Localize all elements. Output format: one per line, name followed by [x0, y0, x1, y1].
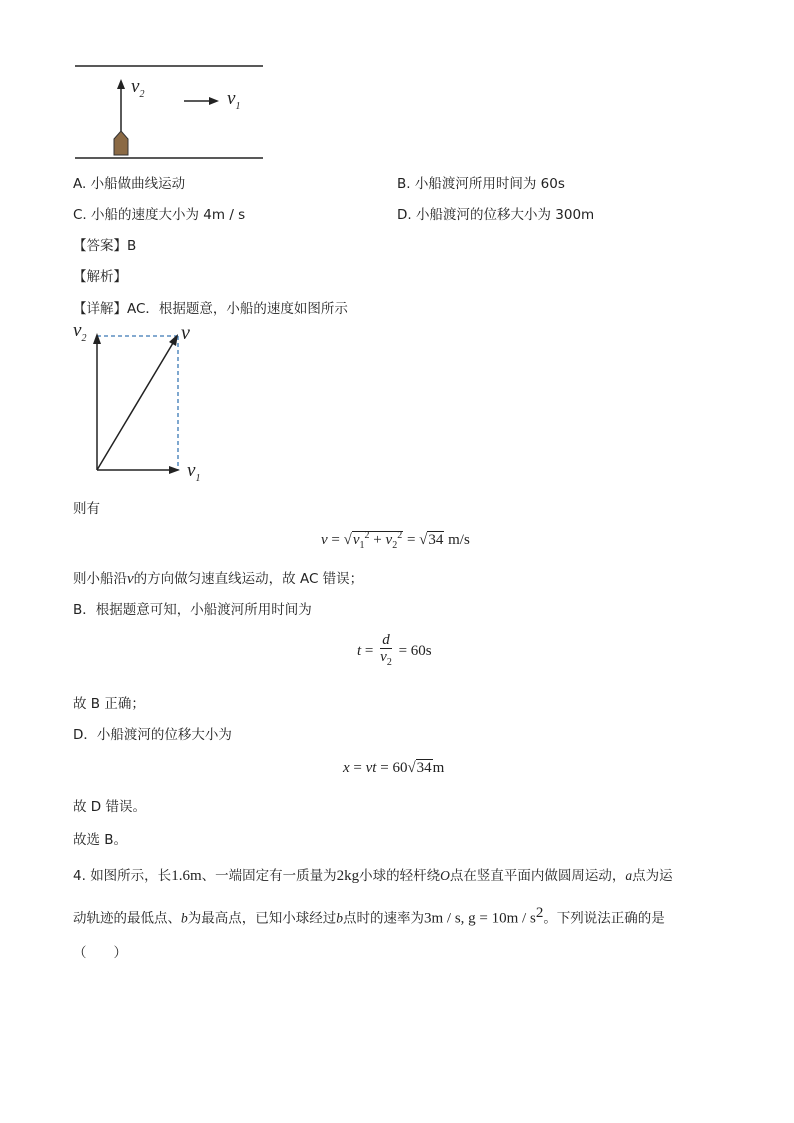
fig2-v2-label: $v_2$	[73, 320, 87, 344]
final-choice: 故选 B。	[73, 832, 128, 848]
fig2-v1-label: $v_1$	[187, 460, 201, 484]
river-figure	[60, 55, 280, 170]
resultant-arrow	[97, 343, 173, 470]
fig2-v-label: v	[181, 322, 190, 344]
option-c: C. 小船的速度大小为 4m / s	[73, 207, 246, 223]
fig1-v2-label: $v_2$	[131, 76, 145, 100]
question4-line1: 4. 如图所示，长1.6m、一端固定有一质量为2kg小球的轻杆绕O点在竖直平面内做圆周运动，a点为运	[73, 868, 673, 884]
line-d-conclusion: 故 D 错误。	[73, 799, 146, 815]
option-d: D. 小船渡河的位移大小为 300m	[397, 207, 595, 223]
boat-icon	[114, 131, 128, 155]
v1-axis-arrowhead	[169, 466, 180, 474]
line-b-conclusion: 故 B 正确；	[73, 696, 145, 712]
question4-line2: 动轨迹的最低点、b为最高点，已知小球经过b点时的速率为3m / s, $g = 10m / s^2$。下列说法正确的是	[73, 905, 665, 927]
v2-arrowhead	[117, 79, 125, 89]
v2-axis-arrowhead	[93, 333, 101, 344]
detail-line: 【详解】AC．根据题意，小船的速度如图所示	[73, 301, 348, 317]
analysis-label: 【解析】	[73, 269, 127, 285]
then-line: 则有	[73, 501, 100, 517]
option-b: B. 小船渡河所用时间为 60s	[397, 176, 565, 192]
equation-time: t = $\frac{d}{v_2}$ = 60s	[357, 632, 432, 668]
question4-paren: （ ）	[73, 945, 127, 961]
line-d: D．小船渡河的位移大小为	[73, 727, 232, 743]
equation-displacement: x = vt = 60√34m	[343, 760, 445, 776]
fig1-v1-label: $v_1$	[227, 88, 241, 112]
v1-arrowhead	[209, 97, 219, 105]
equation-speed: $v = √v_1^2 + v_2^2 = √34$ m/s	[321, 530, 470, 551]
option-a: A. 小船做曲线运动	[73, 176, 186, 192]
line-b: B．根据题意可知，小船渡河所用时间为	[73, 602, 312, 618]
answer-line: 【答案】B	[73, 238, 137, 254]
line-ac: 则小船沿v的方向做匀速直线运动，故 AC 错误；	[73, 571, 364, 587]
